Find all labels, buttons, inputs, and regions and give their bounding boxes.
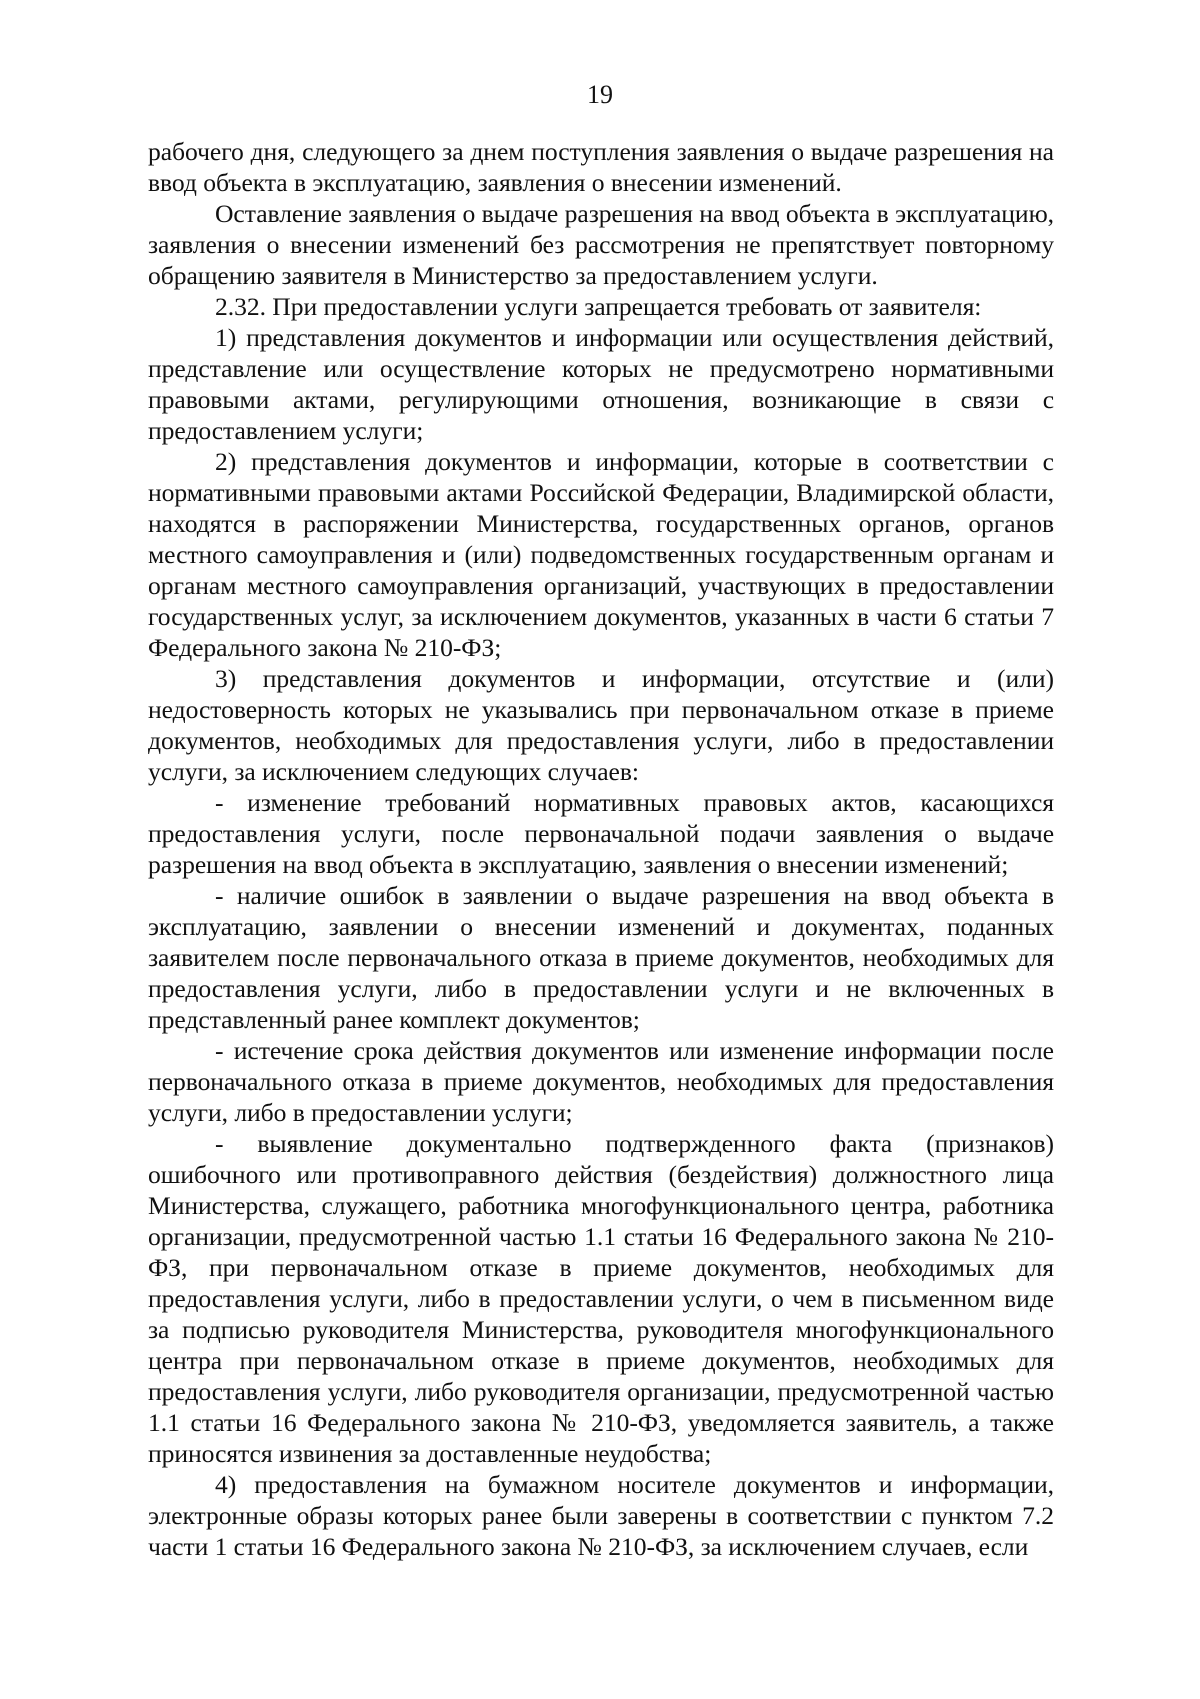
sub-item-official-misconduct: - выявление документально подтвержденного факта (признаков) ошибочного или противоправного действия (бездействия) должностного лица Министерства, служащего, работника многофункционального центра, работника организации, предусмотренной частью 1.1 статьи 16 Федерального закона № 210-ФЗ, при первоначальном отказе в приеме документов, необходимых для предоставления услуги, либо в предоставлении услуги, о чем в письменном виде за подписью руководителя Министерства, руководителя многофункционального центра при первоначальном отказе в приеме документов, необходимых для предоставления услуги, либо руководителя организации, предусмотренной частью 1.1 статьи 16 Федерального закона № 210-ФЗ, уведомляется заявитель, а также приносятся извинения за доставленные неудобства; bbox=[148, 1129, 1054, 1468]
document-body bbox=[148, 136, 1054, 1562]
list-item-3: 3) представления документов и информации, отсутствие и (или) недостоверность которых не указывались при первоначальном отказе в приеме документов, необходимых для предоставления услуги, либо в предоставлении услуги, за исключением следующих случаев: bbox=[148, 664, 1054, 786]
sub-item-requirements-change: - изменение требований нормативных правовых актов, касающихся предоставления услуги, после первоначальной подачи заявления о выдаче разрешения на ввод объекта в эксплуатацию, заявления о внесении изменений; bbox=[148, 788, 1054, 879]
sub-item-document-expiry: - истечение срока действия документов или изменение информации после первоначального отказа в приеме документов, необходимых для предоставления услуги, либо в предоставлении услуги; bbox=[148, 1036, 1054, 1127]
sub-item-errors-in-application: - наличие ошибок в заявлении о выдаче разрешения на ввод объекта в эксплуатацию, заявлении о внесении изменений и документах, поданных заявителем после первоначального отказа в приеме документов, необходимых для предоставления услуги, либо в предоставлении услуги и не включенных в представленный ранее комплект документов; bbox=[148, 881, 1054, 1034]
page-number: 19 bbox=[587, 80, 613, 109]
paragraph-leaving-without-review: Оставление заявления о выдаче разрешения на ввод объекта в эксплуатацию, заявления о внесении изменений без рассмотрения не препятствует повторному обращению заявителя в Министерство за предоставлением услуги. bbox=[148, 199, 1054, 290]
paragraph-section-2-32: 2.32. При предоставлении услуги запрещается требовать от заявителя: bbox=[215, 292, 982, 321]
list-item-2: 2) представления документов и информации, которые в соответствии с нормативными правовыми актами Российской Федерации, Владимирской области, находятся в распоряжении Министерства, государственных органов, органов местного самоуправления и (или) подведомственных государственным органам и органам местного самоуправления организаций, участвующих в предоставлении государственных услуг, за исключением документов, указанных в части 6 статьи 7 Федерального закона № 210-ФЗ; bbox=[148, 447, 1054, 662]
list-item-1: 1) представления документов и информации или осуществления действий, представление или осуществление которых не предусмотрено нормативными правовыми актами, регулирующими отношения, возникающие в связи с предоставлением услуги; bbox=[148, 323, 1054, 445]
paragraph-continuation: рабочего дня, следующего за днем поступления заявления о выдаче разрешения на ввод объекта в эксплуатацию, заявления о внесении изменений. bbox=[148, 137, 1054, 197]
list-item-4: 4) предоставления на бумажном носителе документов и информации, электронные образы которых ранее были заверены в соответствии с пунктом 7.2 части 1 статьи 16 Федерального закона № 210-ФЗ, за исключением случаев, если bbox=[148, 1470, 1054, 1561]
